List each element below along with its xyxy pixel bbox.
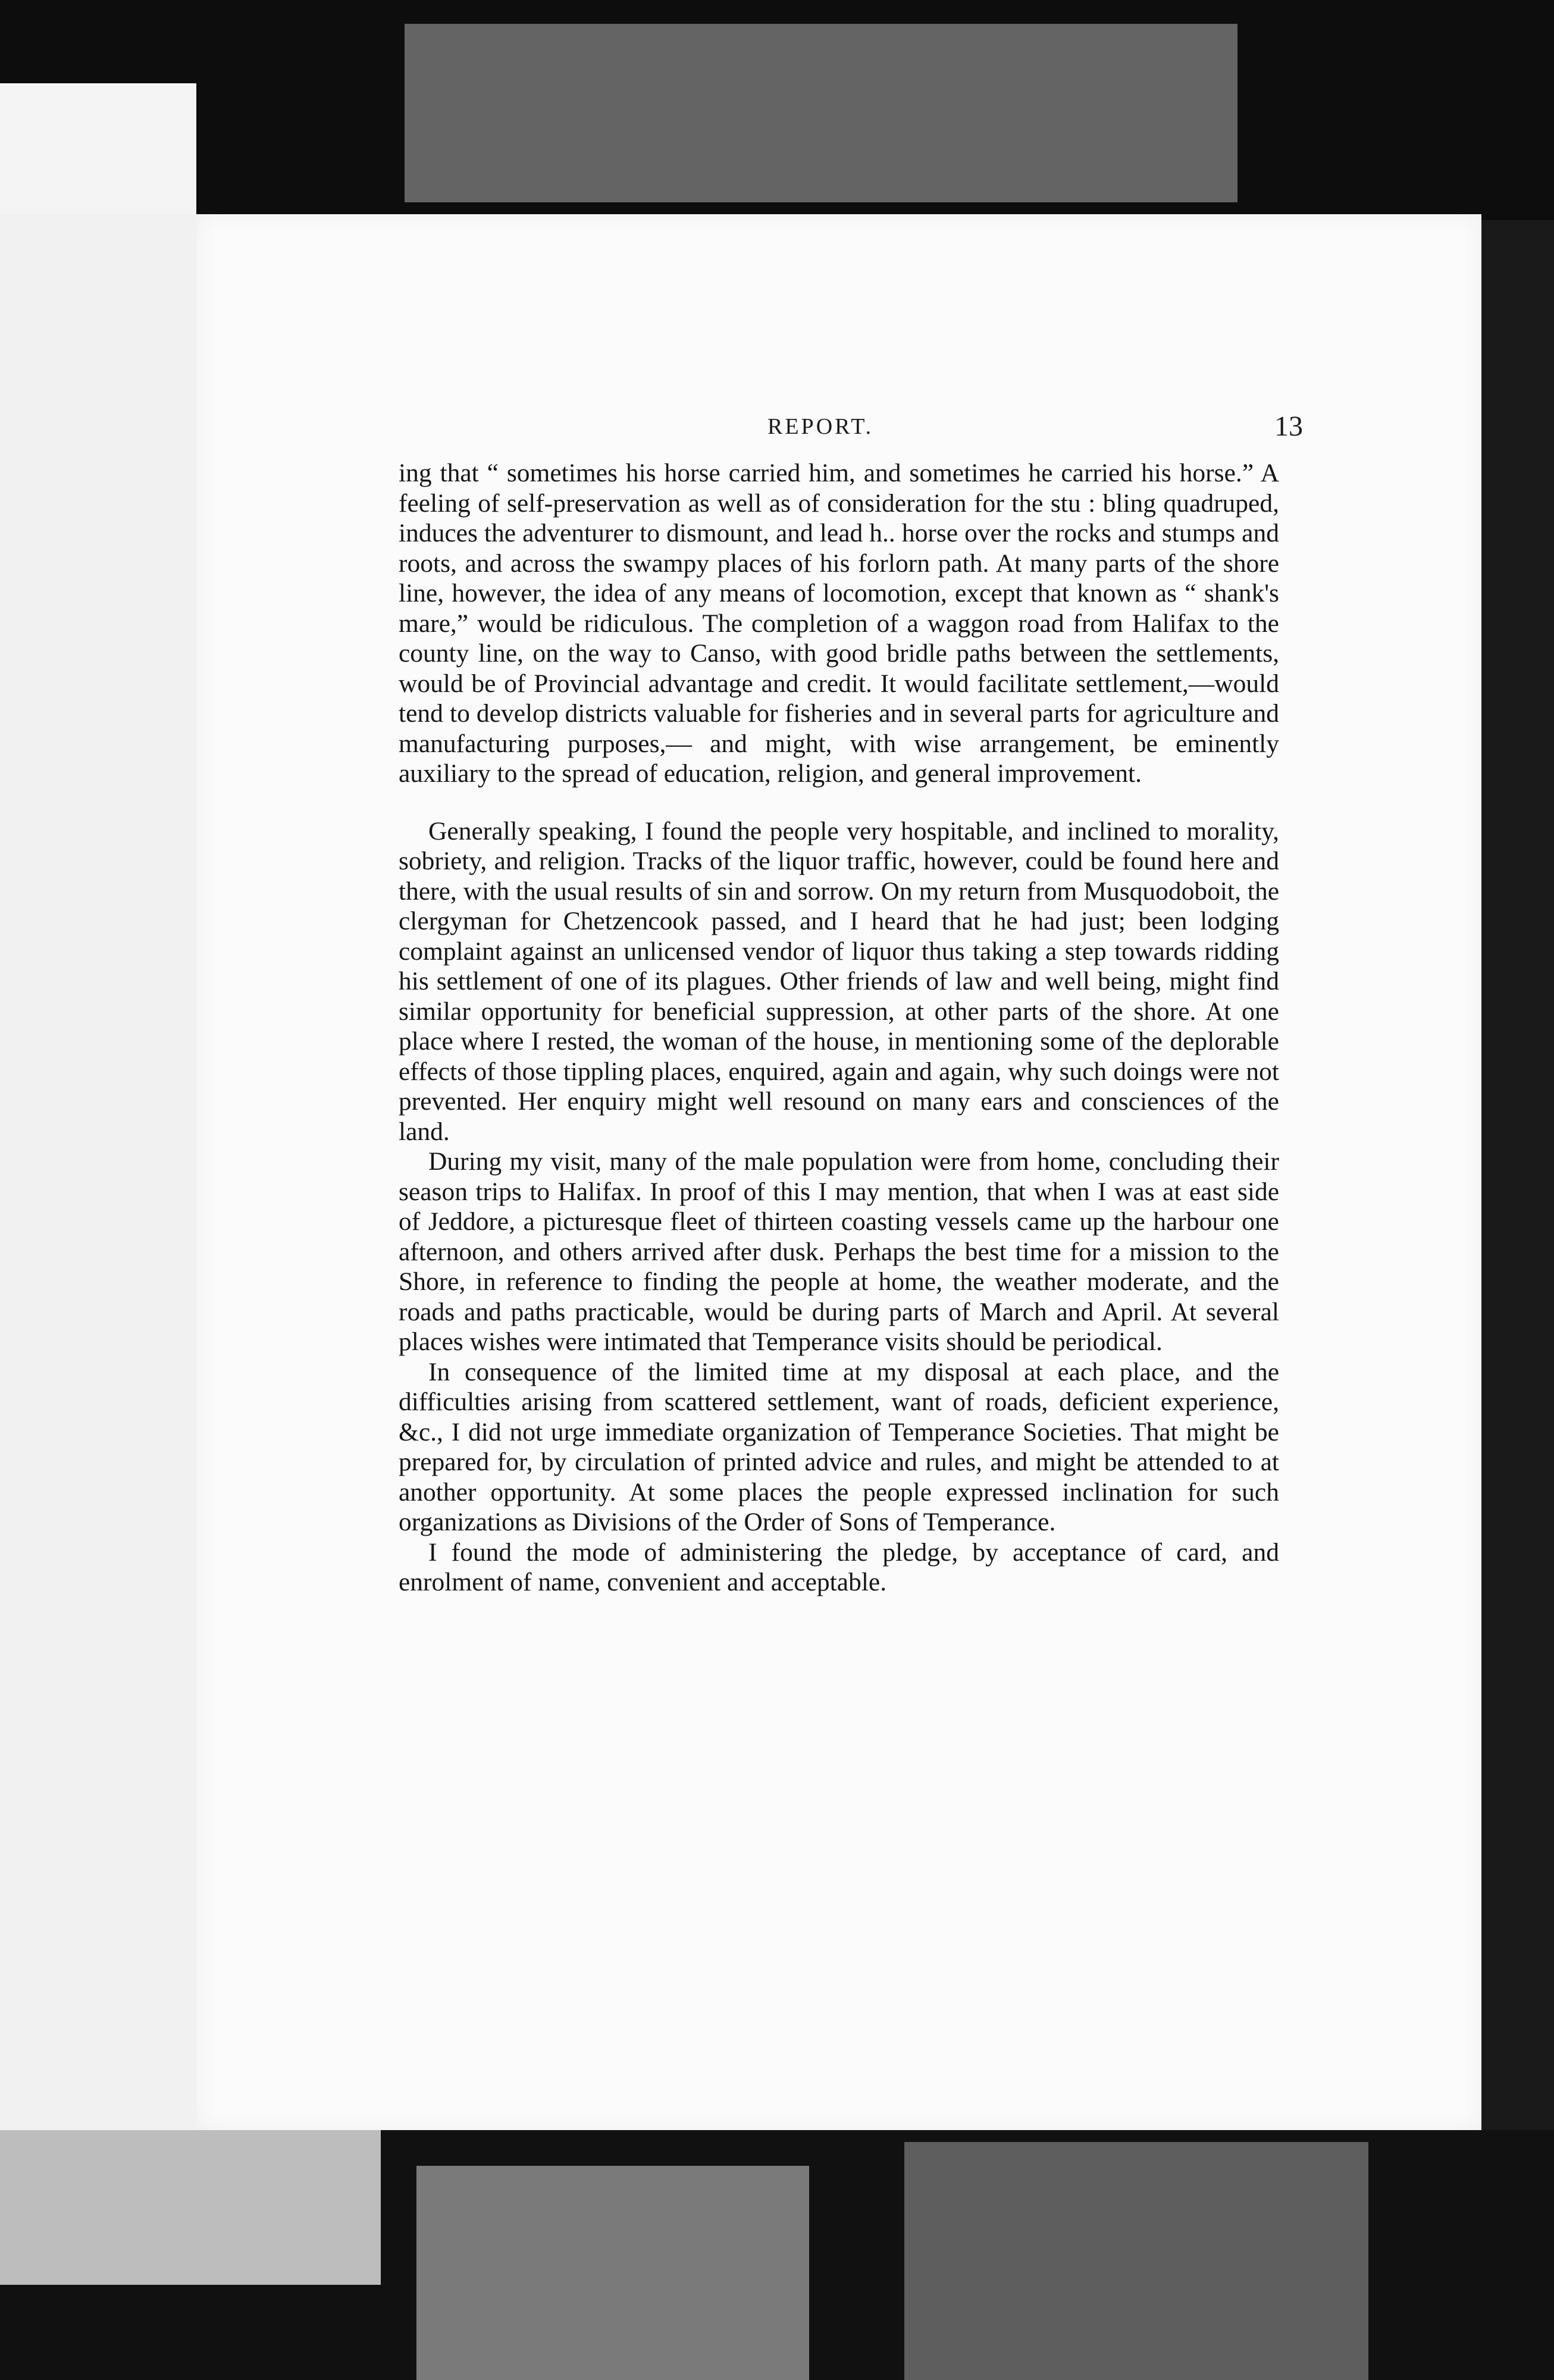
body-text: [399, 458, 1279, 1598]
paragraph: I found the mode of administering the pledge, by acceptance of card, and enrolment of name, convenient and acceptable.: [399, 1537, 1279, 1596]
paragraph: Generally speaking, I found the people very hospitable, and inclined to morality, sobriety, and religion. Tracks of the liquor traffic, however, could be found here and there, with the usual results of sin and sorrow. On my return from Musquodoboit, the clergyman for Chetzencook passed, and I heard that he had just; been lodging complaint against an unlicensed vendor of liquor thus taking a step towards ridding his settlement of one of its plagues. Other friends of law and well being, might find similar opportunity for beneficial suppression, at other parts of the shore. At one place where I rested, the woman of the house, in mentioning some of the deplorable effects of those tippling places, enquired, again and again, why such doings were not prevented. Her enquiry might well resound on many ears and consciences of the land.: [399, 816, 1279, 1146]
page-number: 13: [1274, 411, 1303, 442]
binding-tape-bottom-left: [0, 2130, 381, 2285]
binding-tape-bottom-middle: [416, 2166, 809, 2380]
binding-tape-bottom-right: [904, 2142, 1368, 2380]
running-head: REPORT.: [767, 414, 874, 439]
paragraph: During my visit, many of the male population were from home, concluding their season trips to Halifax. In proof of this I may mention, that when I was at east side of Jeddore, a picturesque fleet of thirteen coasting vessels came up the harbour one afternoon, and others arrived after dusk. Perhaps the best time for a mission to the Shore, in reference to finding the people at home, the weather moderate, and the roads and paths practicable, would be during parts of March and April. At several places wishes were intimated that Temperance visits should be periodical.: [399, 1147, 1279, 1356]
page-header: [767, 411, 1303, 449]
paragraph: ing that “ sometimes his horse carried him, and sometimes he carried his horse.” A feeling of self-preservation as well as of consideration for the stu : bling quadruped, induces the adventurer to dismount, and lead h.. horse over the rocks and stumps and roots, and across the swampy places of his forlorn path. At many parts of the shore line, however, the idea of any means of locomotion, except that known as “ shank's mare,” would be ridiculous. The completion of a waggon road from Halifax to the county line, on the way to Canso, with good bridle paths between the settlements, would be of Provincial advantage and credit. It would facilitate settlement,—would tend to develop districts valuable for fisheries and in several parts for agriculture and manufacturing purposes,— and might, with wise arrangement, be eminently auxiliary to the spread of education, religion, and general improvement.: [399, 459, 1279, 788]
paragraph: In consequence of the limited time at my disposal at each place, and the difficulties arising from scattered settlement, want of roads, deficient experience, &c., I did not urge immediate organization of Temperance Societies. That might be prepared for, by circulation of printed advice and rules, and might be attended to at another opportunity. At some places the people expressed inclination for such organizations as Divisions of the Order of Sons of Temperance.: [399, 1357, 1279, 1536]
binding-tape-top: [405, 24, 1237, 202]
facing-page-edge: [0, 83, 196, 214]
facing-page: [0, 214, 198, 2130]
